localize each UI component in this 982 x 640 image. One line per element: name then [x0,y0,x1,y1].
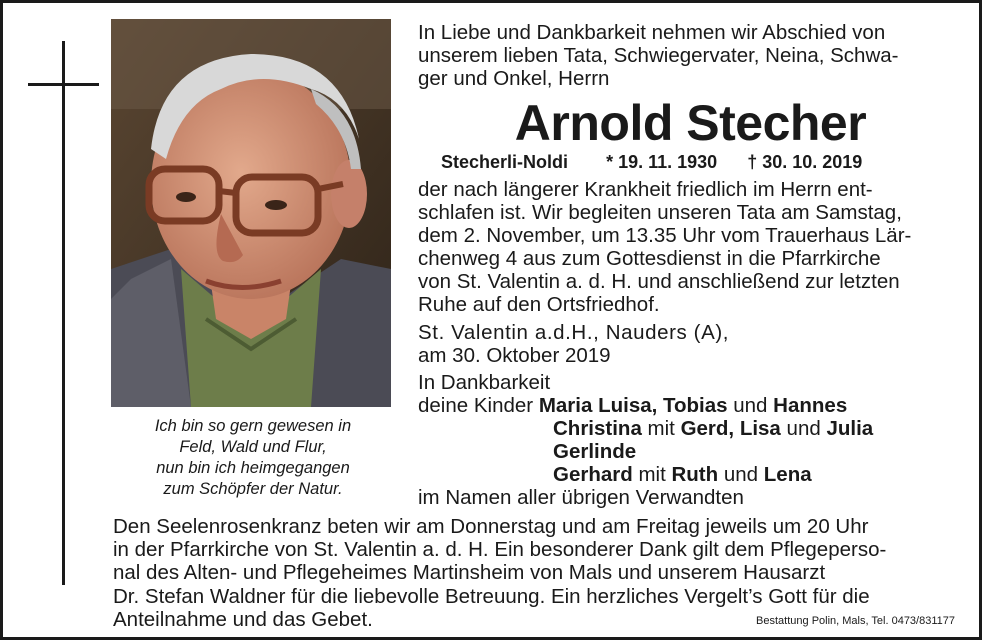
relatives-line: im Namen aller übrigen Verwandten [418,486,744,509]
kids-names: Christina [553,417,642,440]
death-date: † 30. 10. 2019 [747,152,863,172]
cross-icon [62,41,65,585]
connector: und [780,417,827,440]
funeral-home-credit: Bestattung Polin, Mals, Tel. 0473/831177 [756,615,955,627]
kids-row [418,463,963,486]
memorial-quote [113,416,393,500]
kids-row [418,440,963,463]
intro-line: unserem lieben Tata, Schwiegervater, Neina, Schwa- [418,44,899,67]
kids-row [418,417,963,440]
kids-names: Hannes [773,394,848,417]
place-date [418,321,963,367]
name-details [441,151,961,173]
connector: und [718,463,764,486]
portrait-photo [111,19,391,407]
kids-row [418,394,963,417]
intro-line: In Liebe und Dankbarkeit nehmen wir Abschied von [418,21,886,44]
birth-date: * 19. 11. 1930 [606,152,718,172]
kids-names: Gerd, Lisa [680,417,781,440]
closing-line: Den Seelenrosenkranz beten wir am Donnerstag und am Freitag jeweils um 20 Uhr [113,515,869,538]
body-line: von St. Valentin a. d. H. und anschließend zur letzten [418,270,900,293]
body-line: Ruhe auf den Ortsfriedhof. [418,293,660,316]
mourners [418,371,963,509]
closing-line: Dr. Stefan Waldner für die liebevolle Betreuung. Ein herzliches Vergelt’s Gott für die [113,584,870,608]
quote-line: Feld, Wald und Flur, [179,438,327,456]
kids-names: Lena [763,463,812,486]
place: St. Valentin a.d.H., Nauders (A), [418,321,730,344]
kids-names: Gerhard [553,463,633,486]
connector: mit [641,417,681,440]
deceased-name: Arnold Stecher [514,95,867,151]
nickname: Stecherli-Noldi [441,152,569,172]
body-line: schlafen ist. Wir begleiten unseren Tata am Samstag, [418,201,902,224]
date: am 30. Oktober 2019 [418,344,611,367]
kids-names: Maria Luisa, Tobias [538,394,728,417]
body-line: chenweg 4 aus zum Gottesdienst in die Pfarrkirche [418,247,881,270]
closing-line: Anteilnahme und das Gebet. [113,607,373,631]
body-line: der nach längerer Krankheit friedlich im Herrn ent- [418,178,873,201]
connector: und [727,394,774,417]
closing-text [113,515,965,631]
intro-line: ger und Onkel, Herrn [418,67,610,90]
connector: mit [632,463,672,486]
closing-line: in der Pfarrkirche von St. Valentin a. d. H. Ein besonderer Dank gilt dem Pflegeperso- [113,538,887,562]
funeral-text [418,178,963,316]
body-line: dem 2. November, um 13.35 Uhr vom Trauerhaus Lär- [418,224,912,247]
quote-line: Ich bin so gern gewesen in [154,417,352,435]
intro-text [418,21,963,90]
kids-lead: deine Kinder [418,394,534,417]
kids-names: Gerlinde [553,440,637,463]
quote-line: zum Schöpfer der Natur. [163,480,343,498]
cross-icon-bar [28,83,99,86]
kids-names: Julia [826,417,874,440]
thanks-line: In Dankbarkeit [418,371,551,394]
closing-line: nal des Alten- und Pflegeheimes Martinsheim von Mals und unserem Hausarzt [113,561,826,585]
kids-names: Ruth [671,463,719,486]
quote-line: nun bin ich heimgegangen [156,459,350,477]
